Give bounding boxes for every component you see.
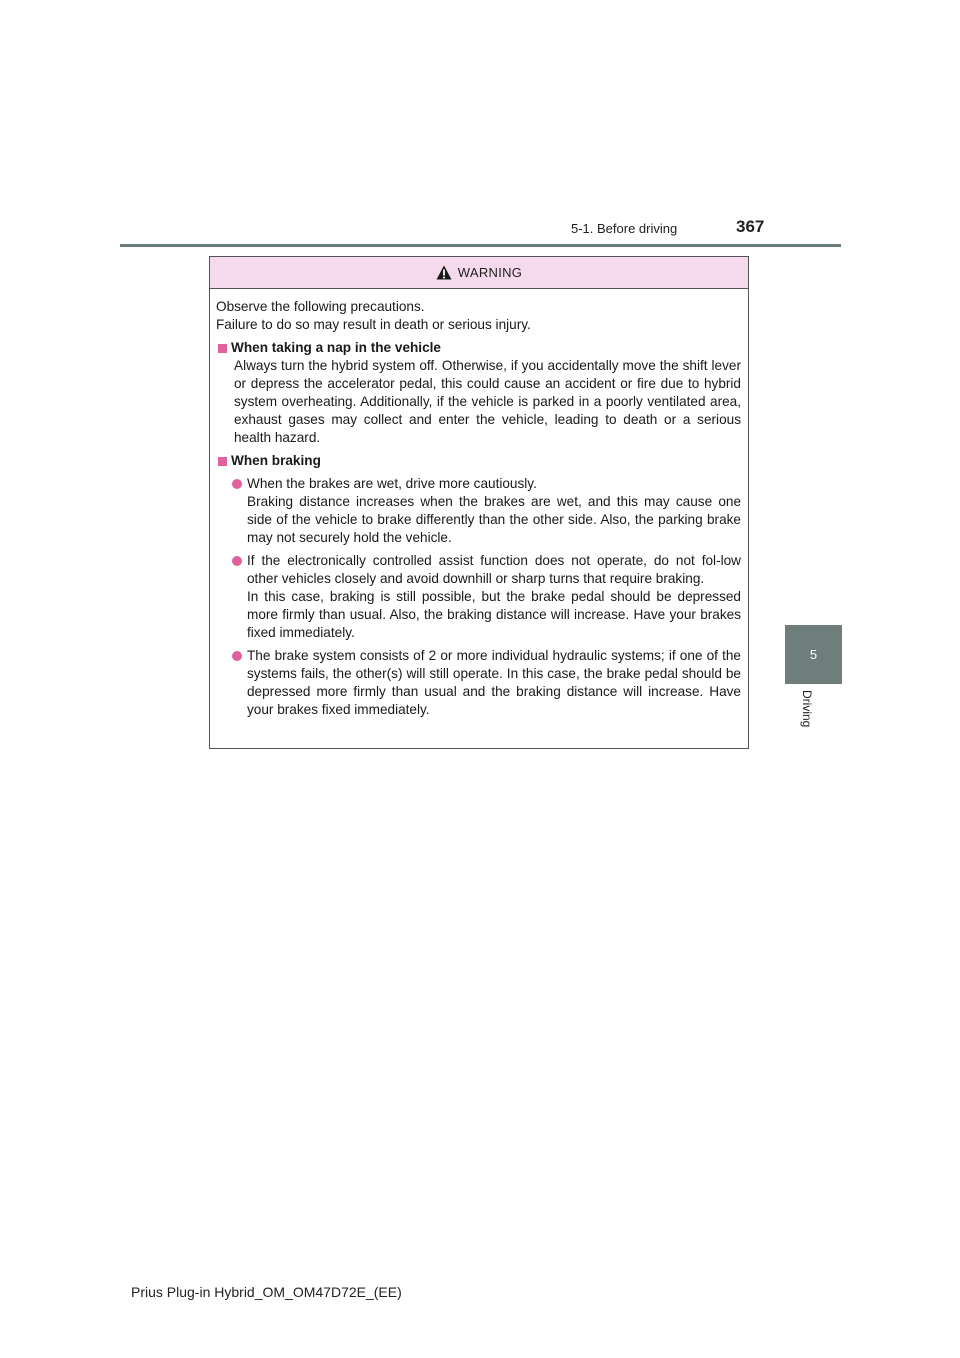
section-text-nap: Always turn the hybrid system off. Otherwise, if you accidentally move the shift lever or depress the accelerator pedal, this could cause an accident or fire due to hybrid system overheating. Additionally, if the vehicle is parked in a poorly ventilated area, exhaust gases may collect and enter the vehicle, leading to death or a serious health hazard. <box>234 358 741 445</box>
square-bullet-icon <box>218 344 227 353</box>
circle-bullet-icon <box>232 651 242 661</box>
circle-bullet-icon <box>232 556 242 566</box>
warning-title: WARNING <box>457 265 523 280</box>
bullet-line-1: When the brakes are wet, drive more cautiously. <box>247 476 537 491</box>
list-item <box>247 647 741 719</box>
section-heading-nap <box>216 339 741 357</box>
warning-intro <box>216 298 741 334</box>
page-number: 367 <box>736 217 765 236</box>
warning-triangle-icon <box>436 265 452 280</box>
bullet-line-1: The brake system consists of 2 or more individual hydraulic systems; if one of the systems fails, the other(s) will still operate. In this case, the brake pedal should be depressed more firmly than usual and the braking distance will increase. Have your brakes fixed immediately. <box>247 648 741 717</box>
bullet-line-2: In this case, braking is still possible, but the brake pedal should be depressed more firmly than usual. Also, the braking distance will increase. Have your brakes fixed immediately. <box>247 589 741 640</box>
section-heading-text: When taking a nap in the vehicle <box>231 340 441 355</box>
warning-box <box>209 256 749 749</box>
chapter-tab <box>785 625 842 684</box>
intro-line-1: Observe the following precautions. <box>216 299 425 314</box>
intro-line-2: Failure to do so may result in death or serious injury. <box>216 317 531 332</box>
list-item <box>247 552 741 642</box>
document-footer: Prius Plug-in Hybrid_OM_OM47D72E_(EE) <box>131 1284 402 1300</box>
section-heading-braking <box>216 452 741 470</box>
bullet-line-2: Braking distance increases when the brakes are wet, and this may cause one side of the vehicle to brake differently than the other side. Also, the parking brake may not securely hold the vehicle. <box>247 494 741 545</box>
warning-header <box>210 257 748 289</box>
section-title: 5-1. Before driving <box>571 221 678 236</box>
chapter-label: Driving <box>800 690 814 728</box>
list-item <box>247 475 741 547</box>
square-bullet-icon <box>218 457 227 466</box>
bullet-line-1: If the electronically controlled assist function does not operate, do not fol-low other vehicles closely and avoid downhill or sharp turns that require braking. <box>247 553 741 586</box>
section-heading-text: When braking <box>231 453 321 468</box>
chapter-number: 5 <box>809 647 818 662</box>
header-divider <box>120 244 841 247</box>
warning-body <box>210 289 748 719</box>
circle-bullet-icon <box>232 479 242 489</box>
